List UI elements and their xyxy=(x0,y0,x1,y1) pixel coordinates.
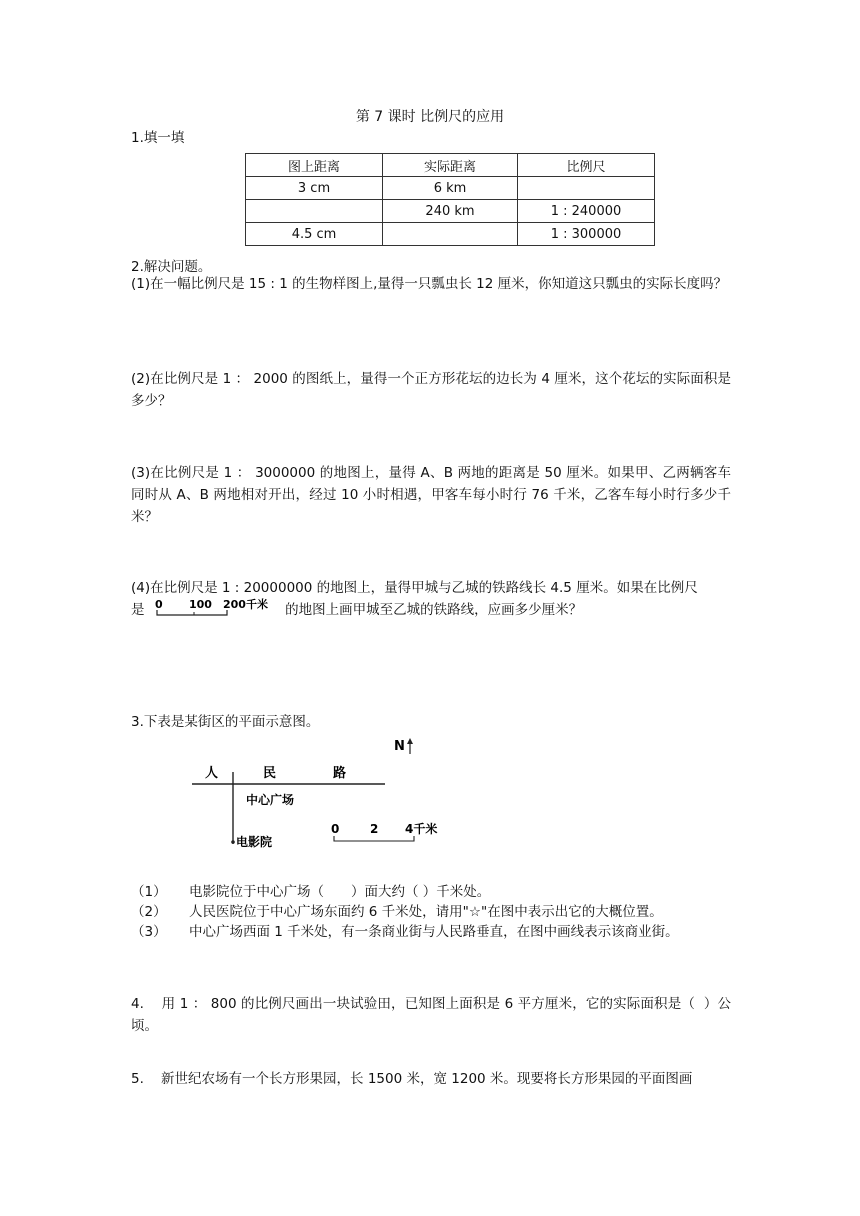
header-map-distance: 图上距离 xyxy=(246,154,383,177)
q3-item-3 xyxy=(131,920,679,940)
table-cell xyxy=(383,223,518,246)
q2-heading: 2.解决问题。 xyxy=(131,259,212,275)
q2-problem-1: (1)在一幅比例尺是 15 : 1 的生物样图上,量得一只瓢虫长 12 厘米，你知道这只瓢虫的实际长度吗？ xyxy=(131,276,728,292)
inline-scale-bar xyxy=(149,598,277,619)
plaza-label: 中心广场 xyxy=(246,793,295,807)
q3-item-2-text: 人民医院位于中心广场东面约 6 千米处，请用"☆"在图中表示出它的大概位置。 xyxy=(189,904,663,920)
table-cell: 1 : 300000 xyxy=(518,223,655,246)
q3-item-3-num: （3） xyxy=(131,924,167,940)
cinema-point-icon xyxy=(231,840,235,844)
map-scale-bar xyxy=(334,836,414,841)
header-scale: 比例尺 xyxy=(518,154,655,177)
table-row xyxy=(246,177,655,200)
cinema-label: 电影院 xyxy=(236,835,273,849)
table-cell xyxy=(246,200,383,223)
fill-table xyxy=(245,153,655,246)
street-map xyxy=(180,732,480,856)
q1-heading: 1.填一填 xyxy=(131,130,185,146)
q3-item-3-text: 中心广场西面 1 千米处，有一条商业街与人民路垂直，在图中画线表示该商业街。 xyxy=(189,924,679,940)
q3-item-1-num: （1） xyxy=(131,884,167,900)
q2-problem-2: (2)在比例尺是 1 ： 2000 的图纸上，量得一个正方形花坛的边长为 4 厘米，这个花坛的实际面积是多少？ xyxy=(131,371,731,409)
table-cell xyxy=(518,177,655,200)
table-cell: 3 cm xyxy=(246,177,383,200)
table-row xyxy=(246,200,655,223)
road-char-3: 路 xyxy=(333,766,347,781)
q5-problem: 5. 新世纪农场有一个长方形果园，长 1500 米，宽 1200 米。现要将长方形果园的平面图画 xyxy=(131,1071,693,1087)
q2-problem-3: (3)在比例尺是 1 ： 3000000 的地图上，量得 A、B 两地的距离是 50 厘米。如果甲、乙两辆客车同时从 A、B 两地相对开出，经过 10 小时相遇，甲客车每小时行 76 千米，乙客车每小时行多少千米？ xyxy=(131,465,731,525)
road-char-1: 人 xyxy=(205,766,219,781)
q3-item-1 xyxy=(131,880,490,900)
scale-label-100: 100 xyxy=(188,598,212,611)
scale-label-0: 0 xyxy=(154,598,163,611)
table-cell: 240 km xyxy=(383,200,518,223)
q3-heading: 3.下表是某街区的平面示意图。 xyxy=(131,714,320,730)
scale-label-200: 200千米 xyxy=(222,598,268,611)
table-cell: 6 km xyxy=(383,177,518,200)
q2-problem-4 xyxy=(131,577,731,621)
q3-item-2-num: （2） xyxy=(131,904,167,920)
q2-problem-4-pre: 是 xyxy=(131,602,145,618)
q2-problem-4-post: 的地图上画甲城至乙城的铁路线，应画多少厘米？ xyxy=(285,602,583,618)
north-arrowhead-icon xyxy=(407,738,413,744)
page-title: 第 7 课时 比例尺的应用 xyxy=(355,109,505,125)
road-char-2: 民 xyxy=(263,766,277,781)
header-actual-distance: 实际距离 xyxy=(383,154,518,177)
q4-problem: 4. 用 1 ： 800 的比例尺画出一块试验田，已知图上面积是 6 平方厘米，它的实际面积是（ ）公顷。 xyxy=(131,996,731,1034)
map-scale-0: 0 xyxy=(331,822,340,836)
q3-item-1-text: 电影院位于中心广场（ ）面大约（ ）千米处。 xyxy=(189,884,491,900)
q3-item-2 xyxy=(131,900,663,920)
table-cell: 4.5 cm xyxy=(246,223,383,246)
table-cell: 1 : 240000 xyxy=(518,200,655,223)
map-scale-4: 4千米 xyxy=(405,822,438,836)
map-scale-2: 2 xyxy=(370,822,379,836)
north-label: N xyxy=(394,739,405,754)
table-header-row xyxy=(246,154,655,177)
table-row xyxy=(246,223,655,246)
q2-problem-4-line1: (4)在比例尺是 1 : 20000000 的地图上，量得甲城与乙城的铁路线长 4.5 厘米。如果在比例尺 xyxy=(131,580,698,596)
